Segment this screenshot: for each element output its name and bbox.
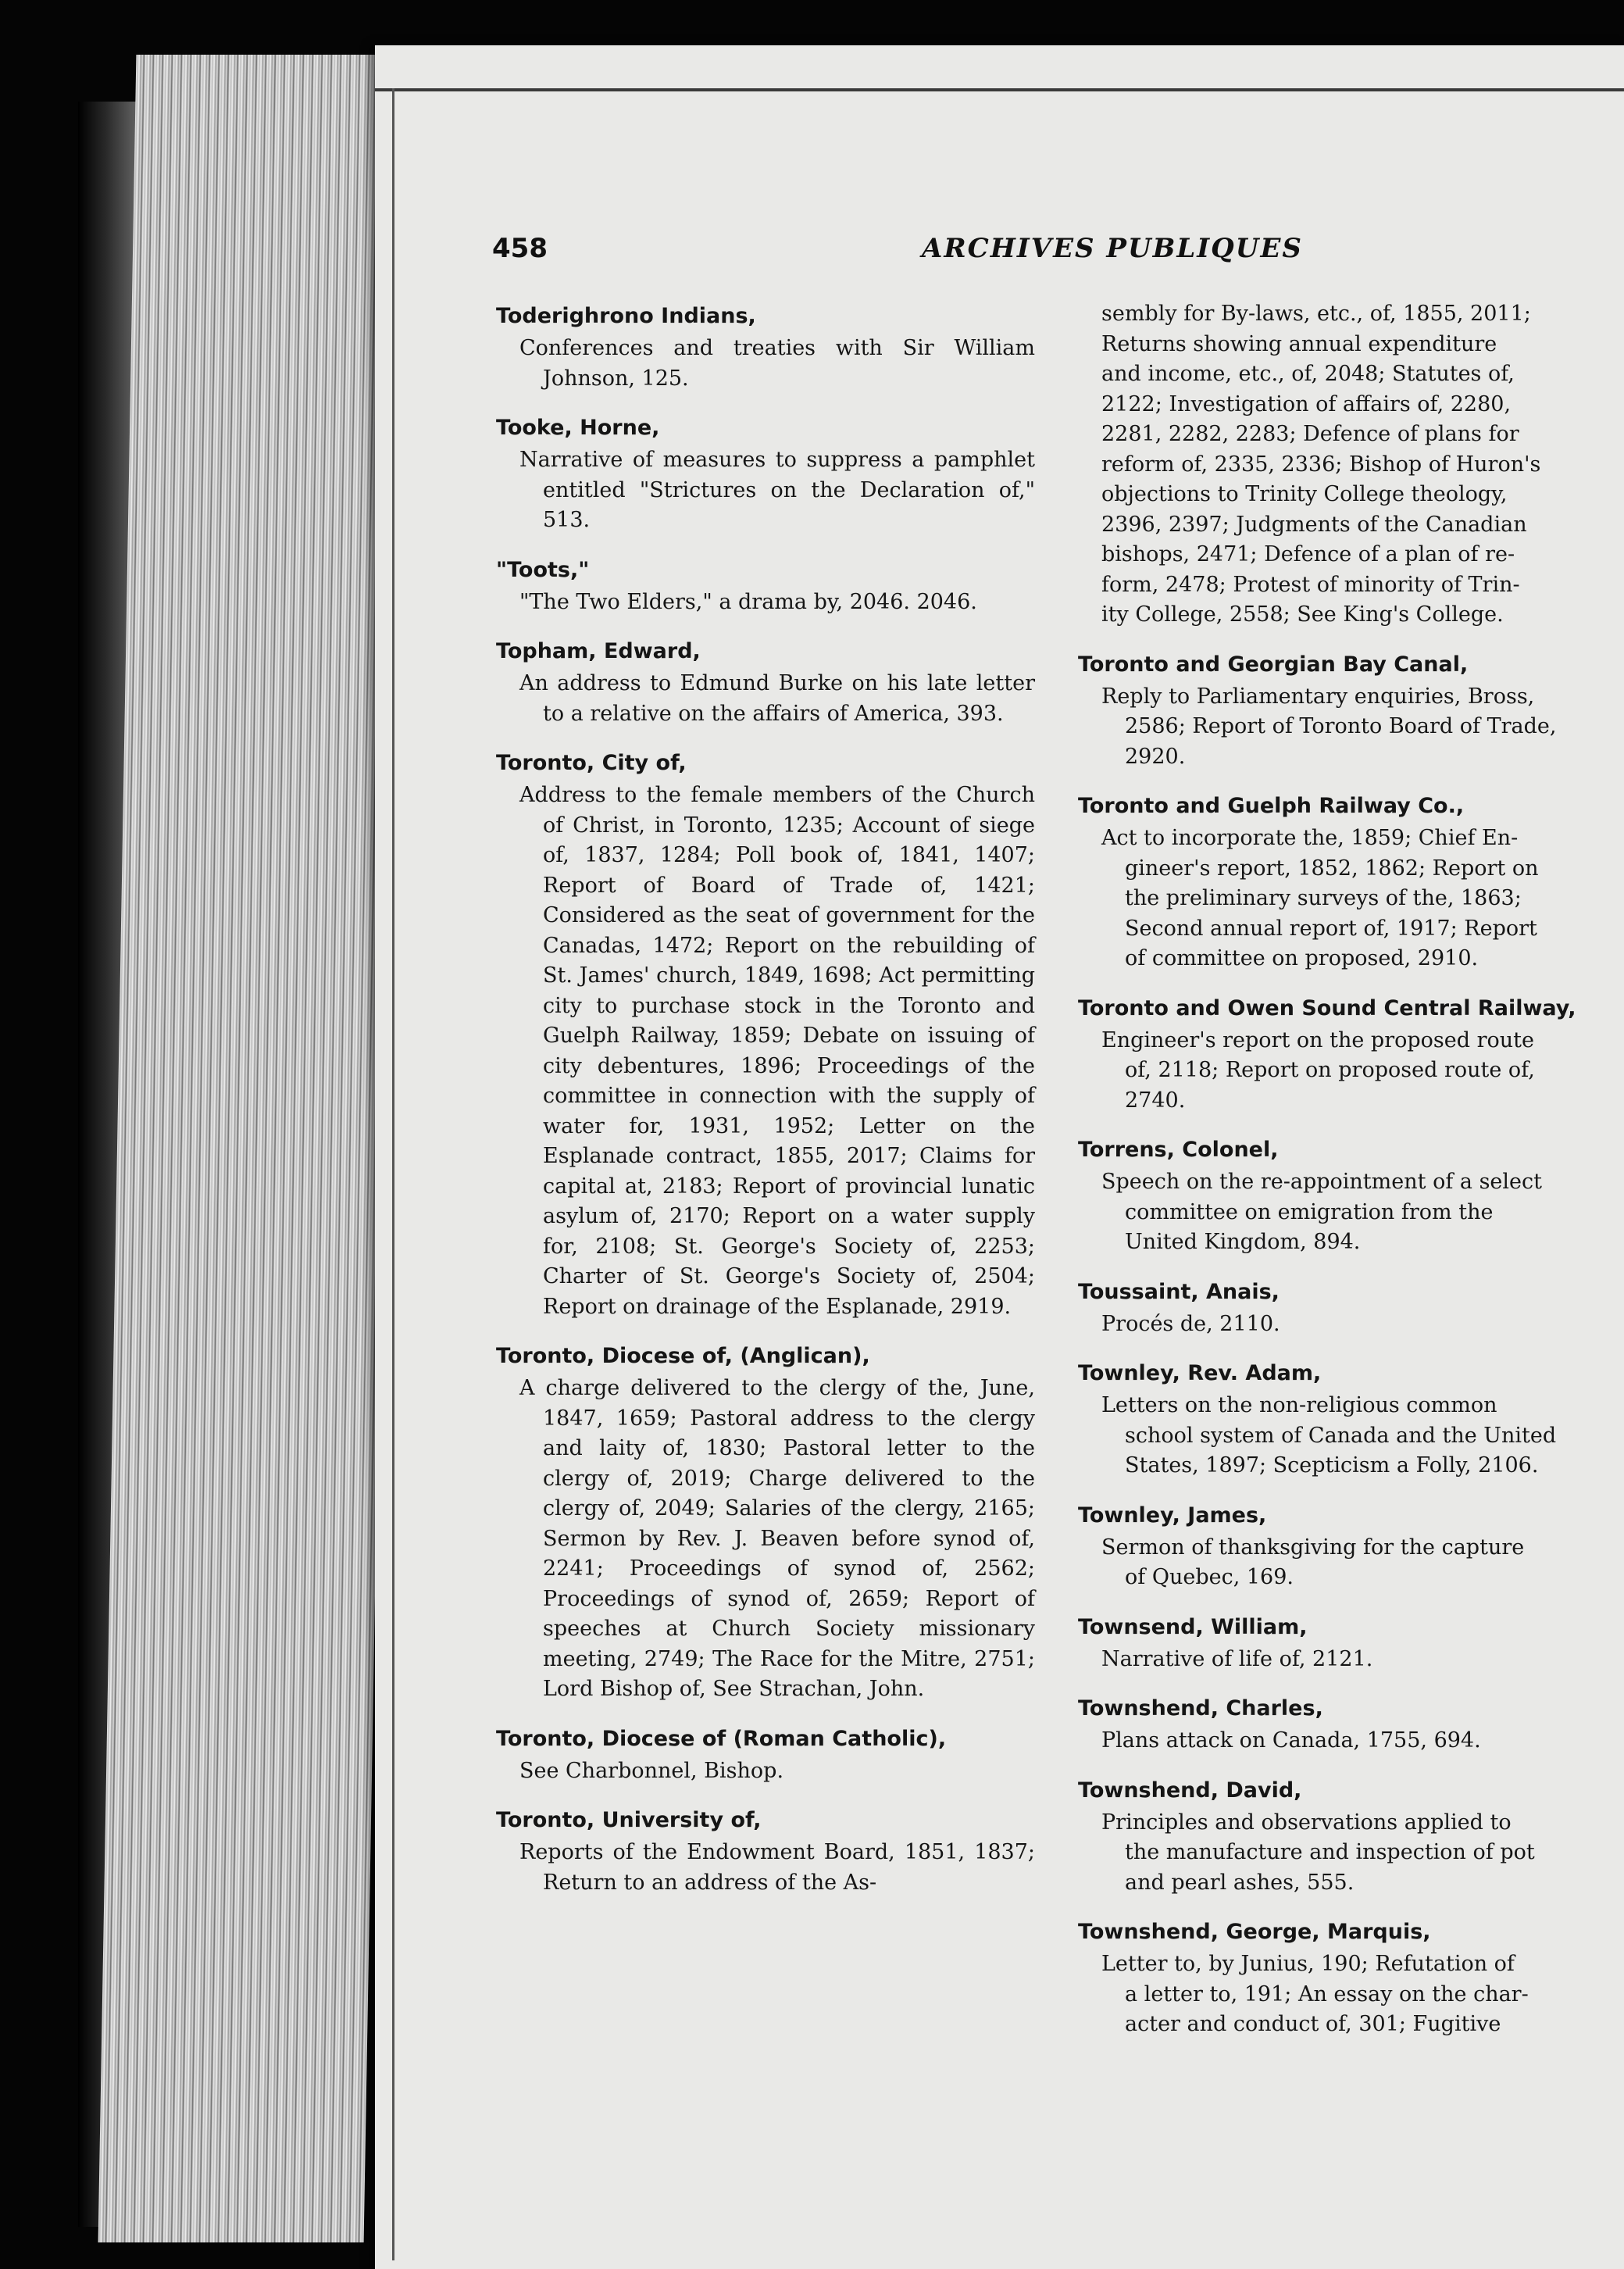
entry-body-line: Speech on the re-appointment of a select [1101,1170,1542,1194]
entry-body-line: Second annual report of, 1917; Report [1125,916,1537,941]
entry-body-line: United Kingdom, 894. [1125,1230,1361,1254]
entry-body-line: school system of Canada and the United [1125,1423,1557,1448]
index-entry [496,746,1035,1322]
entry-heading: Toronto, City of, [496,751,687,775]
entry-body: A charge delivered to the clergy of the, June, 1847, 1659; Pastoral address to the clergy and laity of, 1830; Pastoral letter to the clergy of, 2019; Charge delivered to the clergy of, 2049; Salaries of the clergy, 2165; Sermon by Rev. J. Beaven before synod of, 2241; Proceedings of synod of, 2562; Proceedings of synod of, 2659; Report of speeches at Church Society missionary meeting, 2749; The Race for the Mitre, 2751; Lord Bishop of, See Strachan, John. [519,1376,1035,1701]
entry-heading: Townley, Rev. Adam, [1078,1361,1322,1385]
entry-body-line: Letters on the non-religious common [1101,1393,1497,1417]
index-entry [1078,1499,1624,1593]
index-entry [1078,1692,1624,1756]
index-column-left [496,299,1035,1915]
index-entry [496,299,1035,394]
index-entry [1078,789,1624,974]
entry-body-line: sembly for By-laws, etc., of, 1855, 2011; [1101,302,1531,326]
index-entry [496,411,1035,536]
entry-heading: Toronto and Georgian Bay Canal, [1078,652,1469,677]
entry-body-line: 2396, 2397; Judgments of the Canadian [1101,512,1527,537]
entry-body: "The Two Elders," a drama by, 2046. 2046. [519,589,977,614]
entry-heading: Toussaint, Anais, [1078,1279,1280,1304]
entry-body-line: 2586; Report of Toronto Board of Trade, [1125,714,1557,738]
entry-body-line: 2281, 2282, 2283; Defence of plans for [1101,422,1519,446]
page-number: 458 [492,233,548,264]
index-column-right [1078,299,1624,2057]
entry-body-line: 2740. [1125,1088,1186,1113]
entry-body-line: 2122; Investigation of affairs of, 2280, [1101,391,1512,416]
entry-body-line: Plans attack on Canada, 1755, 694. [1101,1728,1481,1753]
entry-body: Reports of the Endowment Board, 1851, 1837; Return to an address of the As- [519,1840,1035,1895]
entry-body-line: a letter to, 191; An essay on the char- [1125,1981,1529,2006]
index-entry [1078,1275,1624,1340]
index-entry [496,553,1035,618]
stacked-page-edges [98,55,402,2242]
entry-heading: Townsend, William, [1078,1614,1308,1639]
entry-heading: Toronto and Owen Sound Central Railway, [1078,995,1576,1020]
entry-heading: "Toots," [496,557,590,582]
running-title: ARCHIVES PUBLIQUES [922,233,1303,264]
index-entry [1078,992,1624,1117]
entry-body: Narrative of measures to suppress a pamphlet entitled "Strictures on the Declaration of," 513. [519,448,1035,532]
index-entry [496,634,1035,729]
entry-body-line: of committee on proposed, 2910. [1125,946,1479,970]
entry-body-line: of, 2118; Report on proposed route of, [1125,1058,1535,1082]
index-entry [1078,1133,1624,1258]
index-entry [1078,1610,1624,1675]
page-border-top [375,88,1624,91]
index-entry [496,1722,1035,1787]
entry-body-line: acter and conduct of, 301; Fugitive [1125,2012,1501,2036]
entry-body-line: Principles and observations applied to [1101,1810,1512,1835]
entry-heading: Townshend, Charles, [1078,1696,1323,1721]
index-entry [1078,299,1624,631]
entry-body-line: of Quebec, 169. [1125,1565,1294,1589]
entry-body-line: States, 1897; Scepticism a Folly, 2106. [1125,1453,1539,1478]
entry-body: Address to the female members of the Church of Christ, in Toronto, 1235; Account of siege of, 1837, 1284; Poll book of, 1841, 1407; Report of Board of Trade of, 1421; Considered as the seat of government for the Canadas, 1472; Report on the rebuilding of St. James' church, 1849, 1698; Act permitting city to purchase stock in the Toronto and Guelph Railway, 1859; Debate on issuing of city debentures, 1896; Proceedings of the committee in connection with the supply of water for, 1931, 1952; Letter on the Esplanade contract, 1855, 2017; Claims for capital at, 2183; Report of provincial lunatic asylum of, 2170; Report on a water supply for, 2108; St. George's Society of, 2253; Charter of St. George's Society of, 2504; Report on drainage of the Esplanade, 2919. [519,783,1035,1319]
entry-heading: Toronto, Diocese of, (Anglican), [496,1344,870,1368]
entry-heading: Townshend, David, [1078,1778,1302,1803]
entry-heading: Toderighrono Indians, [496,304,756,328]
entry-body-line: ity College, 2558; See King's College. [1101,602,1504,627]
entry-body-line: the preliminary surveys of the, 1863; [1125,886,1522,910]
entry-body-line: the manufacture and inspection of pot [1125,1840,1535,1864]
entry-heading: Tooke, Horne, [496,416,660,440]
entry-body-line: 2920. [1125,744,1186,769]
entry-body-line: Procés de, 2110. [1101,1311,1280,1336]
entry-heading: Toronto, Diocese of (Roman Catholic), [496,1726,947,1751]
entry-body-line: Narrative of life of, 2121. [1101,1646,1373,1671]
entry-body: Conferences and treaties with Sir William Johnson, 125. [519,336,1035,391]
entry-heading: Townshend, George, Marquis, [1078,1920,1431,1944]
entry-body-line: Act to incorporate the, 1859; Chief En- [1101,826,1519,850]
index-entry [496,1803,1035,1898]
entry-heading: Toronto and Guelph Railway Co., [1078,794,1465,818]
entry-heading: Topham, Edward, [496,639,701,663]
entry-body-line: Engineer's report on the proposed route [1101,1027,1534,1052]
entry-body-line: and pearl ashes, 555. [1125,1870,1355,1895]
entry-body-line: committee on emigration from the [1125,1199,1494,1224]
index-entry [496,1339,1035,1705]
entry-body-line: Sermon of thanksgiving for the capture [1101,1535,1525,1560]
index-entry [1078,1774,1624,1899]
entry-body-line: bishops, 2471; Defence of a plan of re- [1101,542,1515,566]
entry-body-line: form, 2478; Protest of minority of Trin- [1101,572,1520,597]
entry-body-line: Reply to Parliamentary enquiries, Bross, [1101,684,1535,709]
entry-heading: Torrens, Colonel, [1078,1138,1279,1162]
entry-body: See Charbonnel, Bishop. [519,1758,784,1783]
entry-heading: Toronto, University of, [496,1808,762,1832]
entry-heading: Townley, James, [1078,1503,1267,1528]
entry-body: An address to Edmund Burke on his late letter to a relative on the affairs of America, 393. [519,671,1035,726]
entry-body-line: objections to Trinity College theology, [1101,482,1508,506]
entry-body-line: Letter to, by Junius, 190; Refutation of [1101,1952,1515,1976]
entry-body-line: and income, etc., of, 2048; Statutes of, [1101,362,1515,386]
page-border-left [392,88,394,2260]
index-entry [1078,648,1624,773]
index-entry [1078,1915,1624,2040]
entry-body-line: Returns showing annual expenditure [1101,331,1497,356]
entry-body-line: gineer's report, 1852, 1862; Report on [1125,856,1539,881]
book-page [375,45,1624,2269]
index-entry [1078,1356,1624,1481]
entry-body-line: reform of, 2335, 2336; Bishop of Huron's [1101,452,1541,477]
